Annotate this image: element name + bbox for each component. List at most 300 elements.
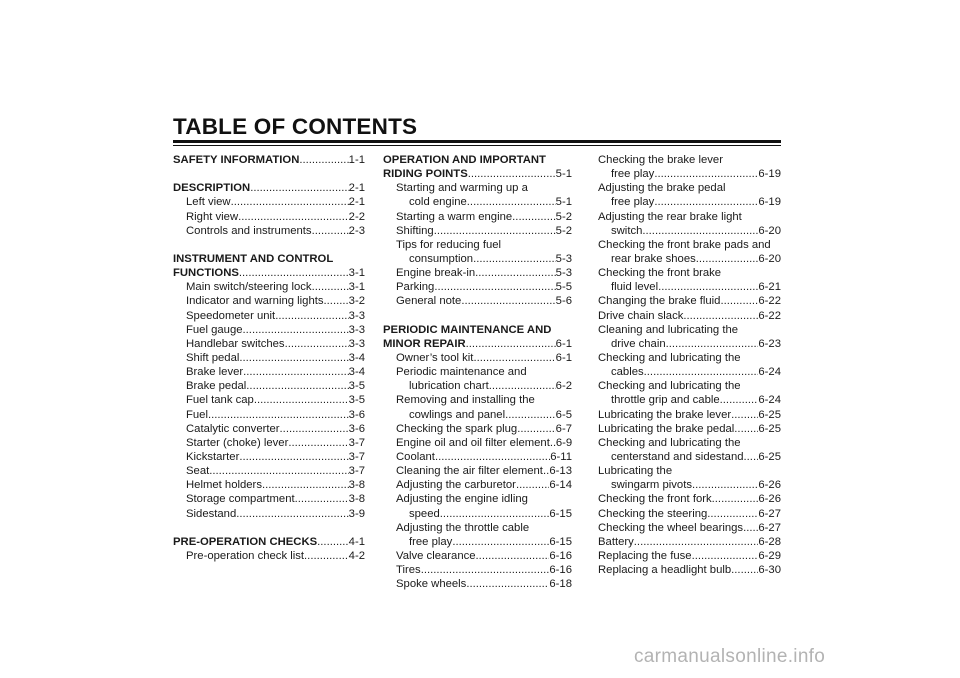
toc-entry[interactable] bbox=[598, 252, 781, 266]
toc-entry[interactable] bbox=[598, 563, 781, 577]
toc-entry-text: Checking the brake lever bbox=[598, 153, 723, 166]
toc-page-number: 6-5 bbox=[555, 408, 572, 421]
watermark-text: carmanualsonline.info bbox=[634, 646, 826, 667]
toc-entry[interactable] bbox=[598, 195, 781, 209]
toc-column-1 bbox=[173, 153, 365, 563]
toc-dot-leader bbox=[654, 167, 758, 181]
toc-dot-leader bbox=[312, 280, 349, 294]
toc-dot-leader bbox=[712, 492, 759, 506]
page-title: TABLE OF CONTENTS bbox=[173, 114, 418, 139]
toc-entry[interactable] bbox=[383, 507, 572, 521]
toc-entry-text: consumption bbox=[409, 252, 474, 265]
toc-entry-text: Parking bbox=[396, 281, 435, 294]
toc-entry bbox=[598, 210, 781, 224]
toc-entry[interactable] bbox=[173, 280, 365, 294]
toc-dot-leader bbox=[421, 563, 550, 577]
toc-page-number: 2-2 bbox=[348, 210, 365, 223]
toc-entry-text: Storage compartment bbox=[186, 493, 295, 506]
toc-section-heading bbox=[173, 252, 365, 266]
toc-entry[interactable] bbox=[383, 252, 572, 266]
toc-page-number: 6-26 bbox=[758, 479, 781, 492]
toc-page-number: 3-2 bbox=[348, 295, 365, 308]
toc-entry-text: PERIODIC MAINTENANCE AND bbox=[383, 323, 552, 336]
toc-page-number: 6-20 bbox=[758, 224, 781, 237]
toc-page-number: 3-7 bbox=[348, 465, 365, 478]
toc-entry-text: Fuel tank cap bbox=[186, 394, 254, 407]
toc-entry-text: cables bbox=[611, 366, 644, 379]
toc-entry-text: Main switch/steering lock bbox=[186, 281, 312, 294]
toc-page-number: 6-15 bbox=[549, 507, 572, 520]
toc-page-number: 6-1 bbox=[555, 351, 572, 364]
toc-dot-leader bbox=[696, 252, 759, 266]
toc-page-number: 6-16 bbox=[549, 549, 572, 562]
toc-entry bbox=[598, 379, 781, 393]
toc-entry[interactable] bbox=[383, 195, 572, 209]
toc-page-number: 3-8 bbox=[348, 493, 365, 506]
toc-entry[interactable] bbox=[598, 478, 781, 492]
toc-page-number: 5-3 bbox=[555, 267, 572, 280]
toc-entry-text: Kickstarter bbox=[186, 450, 240, 463]
toc-page-number: 6-24 bbox=[758, 394, 781, 407]
toc-entry bbox=[383, 365, 572, 379]
toc-page-number: 5-1 bbox=[555, 196, 572, 209]
toc-dot-leader bbox=[435, 450, 550, 464]
toc-entry[interactable] bbox=[383, 422, 572, 436]
toc-dot-leader bbox=[285, 337, 349, 351]
toc-entry-text: Handlebar switches bbox=[186, 337, 285, 350]
toc-entry-text: swingarm pivots bbox=[611, 479, 692, 492]
toc-page-number: 6-28 bbox=[758, 535, 781, 548]
toc-section-heading[interactable] bbox=[173, 266, 365, 280]
toc-page-number: 2-1 bbox=[348, 182, 365, 195]
toc-entry[interactable] bbox=[173, 337, 365, 351]
toc-entry-text: Checking and lubricating the bbox=[598, 436, 741, 449]
toc-entry-text: Battery bbox=[598, 535, 634, 548]
toc-dot-leader bbox=[731, 408, 758, 422]
toc-entry-text: Coolant bbox=[396, 450, 435, 463]
toc-dot-leader bbox=[239, 266, 349, 280]
toc-entry-text: Checking the wheel bearings bbox=[598, 521, 744, 534]
toc-page-number: 6-25 bbox=[758, 422, 781, 435]
toc-entry[interactable] bbox=[383, 408, 572, 422]
toc-entry[interactable] bbox=[383, 436, 572, 450]
toc-page-number: 6-27 bbox=[758, 507, 781, 520]
toc-page-number: 6-25 bbox=[758, 450, 781, 463]
toc-entry-text: Indicator and warning lights bbox=[186, 295, 324, 308]
title-rule-thin bbox=[173, 145, 781, 146]
toc-dot-leader bbox=[466, 577, 549, 591]
toc-page-number: 3-4 bbox=[348, 366, 365, 379]
toc-entry-text: Speedometer unit bbox=[186, 309, 276, 322]
toc-entry bbox=[383, 181, 572, 195]
toc-page-number: 6-11 bbox=[550, 450, 572, 463]
toc-page-number: 6-23 bbox=[758, 337, 781, 350]
toc-entry[interactable] bbox=[173, 408, 365, 422]
toc-page-number: 3-7 bbox=[348, 436, 365, 449]
toc-entry-text: switch bbox=[611, 224, 643, 237]
toc-page-number: 3-8 bbox=[348, 479, 365, 492]
toc-dot-leader bbox=[466, 337, 556, 351]
toc-entry-text: Checking and lubricating the bbox=[598, 351, 741, 364]
toc-entry-text: Starter (choke) lever bbox=[186, 436, 289, 449]
toc-spacer bbox=[173, 167, 365, 181]
toc-entry[interactable] bbox=[173, 210, 365, 224]
toc-dot-leader bbox=[262, 478, 349, 492]
toc-entry-text: Checking the front brake pads and bbox=[598, 238, 771, 251]
toc-entry[interactable] bbox=[173, 309, 365, 323]
toc-entry-text: Adjusting the rear brake light bbox=[598, 210, 742, 223]
toc-dot-leader bbox=[434, 224, 556, 238]
toc-entry-text: Brake pedal bbox=[186, 380, 247, 393]
toc-entry-text: Brake lever bbox=[186, 366, 244, 379]
toc-entry-text: Replacing a headlight bulb bbox=[598, 564, 732, 577]
toc-entry-text: Checking the spark plug bbox=[396, 422, 518, 435]
toc-dot-leader bbox=[317, 535, 349, 549]
toc-entry-text: Changing the brake fluid bbox=[598, 295, 721, 308]
toc-dot-leader bbox=[743, 521, 758, 535]
toc-entry[interactable] bbox=[598, 224, 781, 238]
toc-entry[interactable] bbox=[598, 507, 781, 521]
toc-entry-text: Tips for reducing fuel bbox=[396, 238, 502, 251]
toc-entry[interactable] bbox=[173, 549, 365, 563]
toc-page-number: 6-19 bbox=[758, 196, 781, 209]
toc-page-number: 6-14 bbox=[549, 479, 572, 492]
toc-entry[interactable] bbox=[173, 393, 365, 407]
toc-dot-leader bbox=[505, 408, 556, 422]
toc-dot-leader bbox=[476, 549, 550, 563]
toc-entry-text: Seat bbox=[186, 465, 210, 478]
toc-page-number: 6-29 bbox=[758, 549, 781, 562]
toc-entry bbox=[598, 266, 781, 280]
toc-entry[interactable] bbox=[383, 294, 572, 308]
toc-entry bbox=[598, 181, 781, 195]
toc-entry[interactable] bbox=[173, 224, 365, 238]
toc-entry bbox=[598, 153, 781, 167]
toc-entry[interactable] bbox=[598, 408, 781, 422]
toc-entry-text: INSTRUMENT AND CONTROL bbox=[173, 252, 334, 265]
toc-dot-leader bbox=[489, 379, 556, 393]
toc-entry[interactable] bbox=[173, 492, 365, 506]
toc-page-number: 6-1 bbox=[555, 337, 572, 350]
toc-dot-leader bbox=[324, 294, 349, 308]
toc-dot-leader bbox=[475, 266, 556, 280]
toc-page-number: 4-2 bbox=[348, 549, 365, 562]
toc-dot-leader bbox=[720, 294, 758, 308]
toc-entry[interactable] bbox=[598, 549, 781, 563]
toc-entry bbox=[598, 351, 781, 365]
toc-dot-leader bbox=[692, 478, 758, 492]
toc-entry-text: free play bbox=[611, 168, 655, 181]
toc-spacer bbox=[173, 238, 365, 252]
toc-entry-text: Checking and lubricating the bbox=[598, 380, 741, 393]
toc-dot-leader bbox=[734, 422, 758, 436]
toc-entry-text: Shift pedal bbox=[186, 351, 240, 364]
toc-page-number: 5-2 bbox=[555, 210, 572, 223]
toc-entry-text: centerstand and sidestand bbox=[611, 450, 744, 463]
toc-dot-leader bbox=[744, 450, 759, 464]
toc-dot-leader bbox=[512, 210, 556, 224]
toc-entry-text: Removing and installing the bbox=[396, 394, 535, 407]
toc-column-3 bbox=[598, 153, 781, 577]
toc-entry[interactable] bbox=[383, 577, 572, 591]
toc-entry-text: General note bbox=[396, 295, 462, 308]
toc-entry bbox=[598, 238, 781, 252]
toc-dot-leader bbox=[238, 210, 349, 224]
toc-entry[interactable] bbox=[598, 309, 781, 323]
toc-dot-leader bbox=[473, 252, 556, 266]
toc-entry-text: Sidestand bbox=[186, 507, 237, 520]
toc-dot-leader bbox=[452, 535, 549, 549]
toc-entry-text: cold engine bbox=[409, 196, 467, 209]
toc-page-number: 6-2 bbox=[555, 380, 572, 393]
toc-entry[interactable] bbox=[173, 422, 365, 436]
toc-dot-leader bbox=[243, 365, 349, 379]
toc-entry[interactable] bbox=[383, 535, 572, 549]
toc-entry[interactable] bbox=[598, 167, 781, 181]
toc-entry[interactable] bbox=[173, 436, 365, 450]
toc-entry-text: Left view bbox=[186, 196, 231, 209]
toc-section-heading[interactable] bbox=[173, 181, 365, 195]
toc-dot-leader bbox=[275, 309, 348, 323]
toc-entry[interactable] bbox=[598, 280, 781, 294]
toc-entry-text: Adjusting the carburetor bbox=[396, 479, 516, 492]
toc-dot-leader bbox=[209, 464, 348, 478]
toc-entry bbox=[383, 521, 572, 535]
toc-entry-text: Checking the front fork bbox=[598, 493, 712, 506]
toc-dot-leader bbox=[295, 492, 349, 506]
toc-entry-text: PRE-OPERATION CHECKS bbox=[173, 535, 318, 548]
toc-entry[interactable] bbox=[383, 563, 572, 577]
toc-dot-leader bbox=[231, 195, 349, 209]
toc-page-number: 6-9 bbox=[555, 436, 573, 449]
toc-entry[interactable] bbox=[383, 351, 572, 365]
toc-entry[interactable] bbox=[173, 464, 365, 478]
toc-page-number: 6-16 bbox=[549, 564, 572, 577]
toc-page-number: 6-13 bbox=[549, 465, 572, 478]
toc-entry-text: lubrication chart bbox=[409, 380, 489, 393]
toc-entry-text: DESCRIPTION bbox=[173, 182, 251, 195]
toc-entry-text: OPERATION AND IMPORTANT bbox=[383, 153, 546, 166]
toc-entry-text: RIDING POINTS bbox=[383, 168, 468, 181]
toc-page-number: 3-5 bbox=[348, 380, 365, 393]
toc-entry bbox=[383, 238, 572, 252]
toc-entry[interactable] bbox=[173, 507, 365, 521]
toc-entry-text: Catalytic converter bbox=[186, 422, 280, 435]
toc-dot-leader bbox=[440, 507, 550, 521]
toc-entry-text: Checking the front brake bbox=[598, 267, 722, 280]
toc-entry-text: Lubricating the brake pedal bbox=[598, 422, 735, 435]
toc-entry-text: Engine break-in bbox=[396, 267, 476, 280]
toc-page-number: 5-2 bbox=[555, 224, 572, 237]
toc-entry-text: Pre-operation check list bbox=[186, 549, 305, 562]
toc-entry[interactable] bbox=[383, 464, 572, 478]
toc-page-number: 6-26 bbox=[758, 493, 781, 506]
toc-entry-text: fluid level bbox=[611, 281, 659, 294]
toc-page-number: 3-7 bbox=[348, 450, 365, 463]
toc-section-heading bbox=[383, 323, 572, 337]
toc-entry[interactable] bbox=[598, 492, 781, 506]
toc-spacer bbox=[173, 521, 365, 535]
toc-entry-text: SAFETY INFORMATION bbox=[173, 153, 300, 166]
toc-entry-text: Cleaning and lubricating the bbox=[598, 323, 739, 336]
toc-entry[interactable] bbox=[173, 323, 365, 337]
toc-spacer bbox=[383, 309, 572, 323]
toc-entry[interactable] bbox=[383, 450, 572, 464]
toc-dot-leader bbox=[246, 379, 348, 393]
toc-page-number: 6-22 bbox=[758, 309, 781, 322]
toc-entry[interactable] bbox=[383, 549, 572, 563]
toc-page-number: 3-1 bbox=[348, 281, 365, 294]
toc-page-number: 3-3 bbox=[348, 309, 365, 322]
toc-dot-leader bbox=[208, 408, 349, 422]
toc-entry[interactable] bbox=[173, 379, 365, 393]
toc-dot-leader bbox=[692, 549, 759, 563]
toc-page-number: 3-1 bbox=[348, 267, 365, 280]
toc-entry-text: free play bbox=[611, 196, 655, 209]
toc-entry[interactable] bbox=[383, 210, 572, 224]
toc-page-number: 6-7 bbox=[555, 422, 572, 435]
toc-dot-leader bbox=[304, 549, 349, 563]
toc-entry-text: Checking the steering bbox=[598, 507, 708, 520]
toc-entry[interactable] bbox=[598, 450, 781, 464]
toc-entry-text: drive chain bbox=[611, 337, 666, 350]
toc-entry-text: Shifting bbox=[396, 224, 434, 237]
toc-entry-text: Lubricating the brake lever bbox=[598, 408, 732, 421]
toc-entry-text: Starting and warming up a bbox=[396, 182, 528, 195]
toc-section-heading[interactable] bbox=[383, 337, 572, 351]
toc-entry-text: MINOR REPAIR bbox=[383, 337, 466, 350]
toc-entry-text: Adjusting the engine idling bbox=[396, 493, 528, 506]
toc-page-number: 6-18 bbox=[549, 578, 572, 591]
toc-entry[interactable] bbox=[173, 195, 365, 209]
toc-page-number: 2-1 bbox=[348, 196, 365, 209]
toc-entry[interactable] bbox=[383, 266, 572, 280]
toc-dot-leader bbox=[461, 294, 555, 308]
toc-entry-text: rear brake shoes bbox=[611, 252, 696, 265]
toc-entry-text: Periodic maintenance and bbox=[396, 366, 527, 379]
toc-section-heading bbox=[383, 153, 572, 167]
toc-entry[interactable] bbox=[383, 478, 572, 492]
toc-dot-leader bbox=[312, 224, 349, 238]
toc-entry[interactable] bbox=[598, 521, 781, 535]
toc-entry-text: Drive chain slack bbox=[598, 309, 684, 322]
toc-entry-text: Starting a warm engine bbox=[396, 210, 513, 223]
toc-entry-text: Cleaning the air filter element bbox=[396, 465, 543, 478]
toc-entry[interactable] bbox=[383, 224, 572, 238]
toc-page-number: 3-6 bbox=[348, 422, 365, 435]
toc-dot-leader bbox=[517, 422, 555, 436]
toc-dot-leader bbox=[254, 393, 349, 407]
toc-section-heading[interactable] bbox=[383, 167, 572, 181]
toc-entry[interactable] bbox=[598, 294, 781, 308]
toc-section-heading[interactable] bbox=[173, 535, 365, 549]
toc-entry-text: Spoke wheels bbox=[396, 578, 467, 591]
toc-entry-text: Adjusting the throttle cable bbox=[396, 521, 530, 534]
toc-entry-text: FUNCTIONS bbox=[173, 267, 239, 280]
toc-dot-leader bbox=[288, 436, 348, 450]
toc-entry-text: throttle grip and cable bbox=[611, 394, 720, 407]
toc-page-number: 2-3 bbox=[348, 224, 365, 237]
toc-entry-text: Valve clearance bbox=[396, 549, 476, 562]
toc-page-number: 5-5 bbox=[555, 281, 572, 294]
toc-entry-text: Right view bbox=[186, 210, 239, 223]
toc-page-number: 6-15 bbox=[549, 535, 572, 548]
toc-page-number: 6-22 bbox=[758, 295, 781, 308]
toc-entry-text: speed bbox=[409, 507, 440, 520]
toc-page-number: 6-27 bbox=[758, 521, 781, 534]
toc-dot-leader bbox=[642, 224, 758, 238]
toc-entry bbox=[598, 464, 781, 478]
toc-page-number: 6-21 bbox=[758, 281, 781, 294]
toc-entry-text: Engine oil and oil filter element bbox=[396, 436, 550, 449]
toc-page-number: 3-3 bbox=[348, 337, 365, 350]
toc-dot-leader bbox=[239, 351, 348, 365]
toc-dot-leader bbox=[658, 280, 758, 294]
toc-entry-text: free play bbox=[409, 535, 453, 548]
toc-entry[interactable] bbox=[598, 393, 781, 407]
toc-dot-leader bbox=[473, 351, 555, 365]
toc-dot-leader bbox=[280, 422, 349, 436]
toc-entry[interactable] bbox=[598, 422, 781, 436]
toc-dot-leader bbox=[468, 167, 556, 181]
toc-entry bbox=[383, 492, 572, 506]
toc-page-number: 5-6 bbox=[555, 295, 572, 308]
toc-entry-text: Lubricating the bbox=[598, 465, 673, 478]
toc-entry-text: Owner’s tool kit bbox=[396, 351, 474, 364]
toc-entry-text: Adjusting the brake pedal bbox=[598, 182, 726, 195]
toc-dot-leader bbox=[644, 365, 759, 379]
toc-dot-leader bbox=[666, 337, 759, 351]
toc-page-number: 3-6 bbox=[348, 408, 365, 421]
toc-entry-text: Tires bbox=[396, 564, 421, 577]
toc-dot-leader bbox=[467, 195, 556, 209]
toc-entry[interactable] bbox=[173, 365, 365, 379]
toc-entry-text: Fuel gauge bbox=[186, 323, 243, 336]
toc-entry-text: Fuel bbox=[186, 408, 208, 421]
toc-entry[interactable] bbox=[598, 337, 781, 351]
toc-entry[interactable] bbox=[383, 280, 572, 294]
toc-entry bbox=[383, 393, 572, 407]
toc-entry[interactable] bbox=[173, 478, 365, 492]
toc-page-number: 6-19 bbox=[758, 168, 781, 181]
toc-section-heading[interactable] bbox=[173, 153, 365, 167]
toc-entry bbox=[598, 436, 781, 450]
toc-entry-text: Replacing the fuse bbox=[598, 549, 692, 562]
toc-page-number: 3-4 bbox=[348, 351, 365, 364]
toc-entry-text: Controls and instruments bbox=[186, 224, 312, 237]
toc-dot-leader bbox=[731, 563, 758, 577]
toc-entry[interactable] bbox=[598, 365, 781, 379]
toc-entry[interactable] bbox=[173, 351, 365, 365]
toc-entry[interactable] bbox=[598, 535, 781, 549]
toc-entry[interactable] bbox=[383, 379, 572, 393]
toc-entry[interactable] bbox=[173, 450, 365, 464]
toc-dot-leader bbox=[236, 507, 348, 521]
toc-page-number: 6-20 bbox=[758, 252, 781, 265]
toc-dot-leader bbox=[683, 309, 758, 323]
toc-page-number: 6-25 bbox=[758, 408, 781, 421]
title-rule-thick bbox=[173, 140, 781, 143]
toc-page-number: 6-30 bbox=[758, 564, 781, 577]
toc-page-number: 5-1 bbox=[555, 168, 572, 181]
toc-page-number: 3-5 bbox=[348, 394, 365, 407]
toc-entry[interactable] bbox=[173, 294, 365, 308]
toc-entry-text: Helmet holders bbox=[186, 479, 262, 492]
toc-page-number: 5-3 bbox=[555, 252, 572, 265]
toc-dot-leader bbox=[299, 153, 348, 167]
toc-entry-text: cowlings and panel bbox=[409, 408, 506, 421]
toc-dot-leader bbox=[239, 450, 348, 464]
